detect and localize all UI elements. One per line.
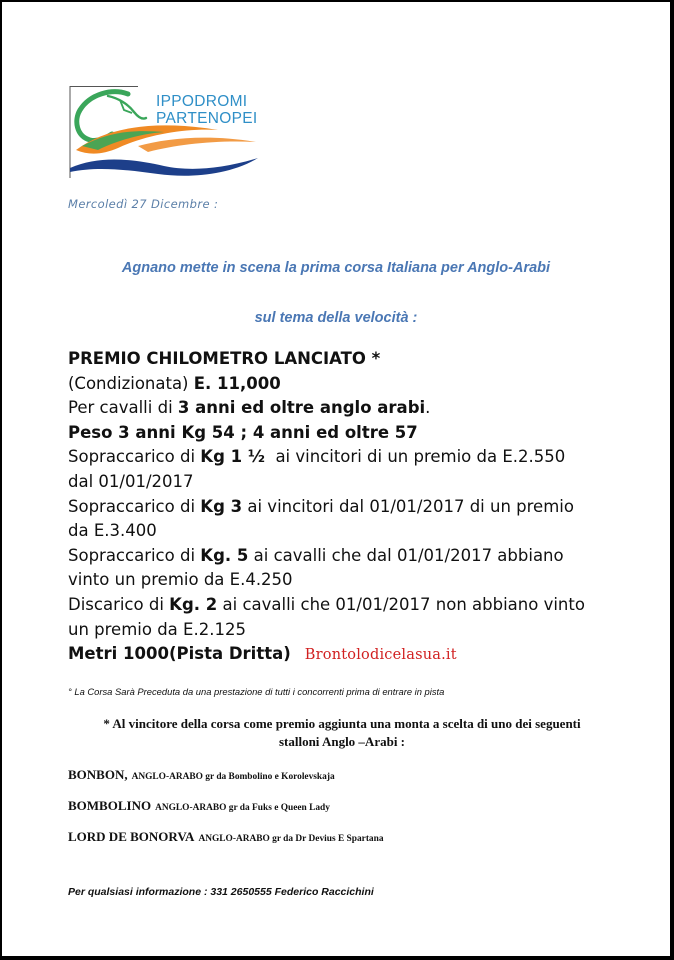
winner-line2: stalloni Anglo –Arabi : — [278, 734, 406, 749]
stallion-name: LORD DE BONORVA — [68, 829, 195, 844]
logo-text-line1: IPPODROMI — [156, 93, 248, 110]
surcharge-2-cont: da E.3.400 — [68, 521, 157, 541]
race-weight: Peso 3 anni Kg 54 ; 4 anni ed oltre 57 — [68, 422, 418, 442]
winner-prize-text — [62, 715, 622, 751]
headline-line2: sul tema della velocità : — [254, 310, 418, 326]
winner-line1: * Al vincitore della corsa come premio aggiunta una monta a scelta di uno dei seguenti — [103, 716, 581, 731]
logo-text-line2: PARTENOPEI — [156, 110, 258, 127]
flyer-page — [2, 2, 670, 956]
race-condition: (Condizionata) E. 11,000 — [68, 373, 281, 393]
preliminary-note: ° La Corsa Sarà Preceduta da una prestazione di tutti i concorrenti prima di entrare in pista — [68, 686, 445, 697]
surcharge-1-cont: dal 01/01/2017 — [68, 471, 194, 491]
contact-info: Per qualsiasi informazione : 331 2650555 Federico Raccichini — [68, 886, 374, 898]
stallion-item — [68, 797, 330, 815]
stallion-desc: ANGLO-ARABO gr da Fuks e Queen Lady — [155, 803, 330, 813]
race-title: PREMIO CHILOMETRO LANCIATO * — [68, 349, 381, 368]
discharge-cont: un premio da E.2.125 — [68, 619, 246, 639]
surcharge-2: Sopraccarico di Kg 3 ai vincitori dal 01/01/2017 di un premio — [68, 496, 574, 516]
discharge: Discarico di Kg. 2 ai cavalli che 01/01/2017 non abbiano vinto — [68, 594, 585, 614]
race-eligibility: Per cavalli di 3 anni ed oltre anglo arabi. — [68, 398, 431, 418]
surcharge-3-cont: vinto un premio da E.4.250 — [68, 570, 293, 590]
watermark: Brontolodicelasua.it — [304, 647, 457, 664]
headline-line1: Agnano mette in scena la prima corsa Italiana per Anglo-Arabi — [121, 260, 551, 276]
event-date: Mercoledì 27 Dicembre : — [68, 197, 219, 211]
stallion-name: BONBON, — [68, 767, 128, 782]
stallion-name: BOMBOLINO — [68, 798, 152, 813]
stallion-desc: ANGLO-ARABO gr da Dr Devius E Spartana — [198, 834, 384, 844]
race-distance: Metri 1000(Pista Dritta) Brontolodicelasua.it — [68, 644, 457, 664]
stallion-desc: ANGLO-ARABO gr da Bombolino e Korolevskaja — [131, 772, 335, 782]
surcharge-1: Sopraccarico di Kg 1 ½ ai vincitori di un premio da E.2.550 — [68, 447, 566, 467]
race-conditions — [68, 347, 638, 668]
stallion-item — [68, 766, 335, 784]
stallion-item — [68, 828, 384, 846]
surcharge-3: Sopraccarico di Kg. 5 ai cavalli che dal 01/01/2017 abbiano — [68, 545, 564, 565]
ippodromi-partenopei-logo — [68, 86, 260, 178]
